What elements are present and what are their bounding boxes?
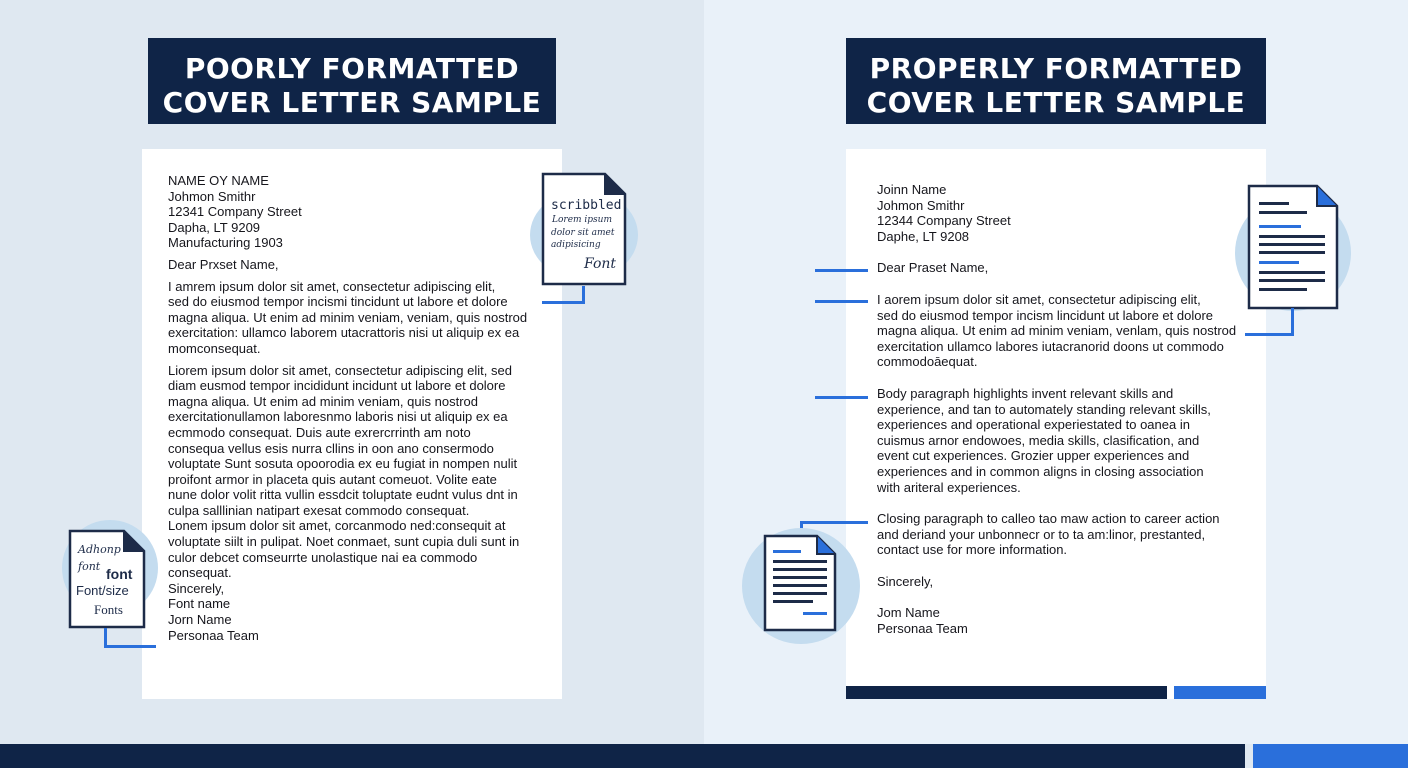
proper-letter-line: Joinn Name <box>877 182 947 197</box>
proper-letter-spacer <box>877 495 1236 511</box>
connector-top-horizontal <box>542 301 585 304</box>
poor-letter-line: nune dolor volit ritta vullin essdcit toluptate eudnt vulus dnt in <box>168 487 518 503</box>
poor-letter-line: voluptate siilt in pulipat. Noet conmaet, sunt cupia duli sunt in <box>168 534 520 550</box>
poor-letter-line: Lonem ipsum dolor sit amet, corcanmodo ned:consequit at <box>168 518 506 534</box>
proper-letter-line: exercitation ullamco labores iutacranorid doons ut commodo <box>877 338 1224 354</box>
poor-letter-line: exercitation: ullamco laborem utacrattoris nisi ut aliquip ex ea <box>168 325 520 341</box>
right-title-line2: COVER LETTER SAMPLE <box>866 86 1246 119</box>
proper-letter-spacer <box>877 244 1236 260</box>
proper-letter-line: Personaa Team <box>877 621 968 637</box>
poor-letter-line: magna aliqua. Ut enim ad minim veniam, quis nostrod <box>168 393 478 409</box>
proper-letter-line: I aorem ipsum dolor sit amet, consectetur adipiscing elit, <box>877 291 1201 307</box>
proper-letter-line: experiences and in common aligns in closing association <box>877 463 1204 479</box>
fonts-line-4: Font/size <box>76 583 129 598</box>
poor-letter-line: sed do eiusmod tempor incismi tincidunt ut labore et dolore <box>168 294 508 310</box>
clean-document-icon-small <box>763 534 837 632</box>
poor-letter-line: proifont armor in placeta quis autant comeuot. Volite eate <box>168 471 497 487</box>
proper-letter-line: 12344 Company Street <box>877 213 1011 229</box>
proper-letter-line: cuismus arnor endowoes, media skills, clasification, and <box>877 432 1200 448</box>
left-title-line2: COVER LETTER SAMPLE <box>162 86 542 119</box>
poor-letter-line: NAME OY NAME <box>168 173 269 188</box>
right-title-line1: PROPERLY FORMATTED <box>869 52 1243 85</box>
poor-letter-line: culpa salllinian natipart exesat commodo consequat. <box>168 502 470 518</box>
scribbled-label: scribbled <box>551 198 622 213</box>
right-title-banner <box>846 38 1266 124</box>
guide-intro-paragraph <box>815 300 868 303</box>
scribbled-line-2: dolor sit amet <box>551 228 615 238</box>
guide-closing-paragraph <box>800 521 868 524</box>
scribbled-line-1: Lorem ipsum <box>552 215 613 225</box>
poor-letter-line: magna aliqua. Ut enim ad minim veniam, veniam, quis nostrod <box>168 309 528 325</box>
poor-letter-line: Personaa Team <box>168 627 259 643</box>
scribbled-line-3: adipisicing <box>551 240 601 250</box>
proper-letter-line: Jom Name <box>877 605 940 621</box>
proper-letter-spacer <box>877 589 1236 605</box>
connector-right-top-horizontal <box>1245 333 1294 336</box>
proper-letter-line: contact use for more information. <box>877 542 1068 558</box>
poor-letter-line: 12341 Company Street <box>168 204 302 220</box>
connector-bottom-horizontal <box>104 645 156 648</box>
proper-letter-line: commodoāequat. <box>877 354 978 370</box>
poor-letter-line: voluptate Sunt sosuta opoorodia ex eu fugiat in nompen nulit <box>168 456 518 472</box>
poor-letter-body <box>168 173 527 643</box>
proper-letter-line: Body paragraph highlights invent relevant skills and <box>877 385 1174 401</box>
connector-right-top-vertical <box>1291 308 1294 336</box>
guide-salutation <box>815 269 868 272</box>
footer-accent <box>1253 744 1408 768</box>
proper-letter-spacer <box>877 370 1236 386</box>
left-title-banner <box>148 38 556 124</box>
proper-letter-line: Dear Praset Name, <box>877 260 989 276</box>
proper-letter-body <box>877 182 1236 637</box>
poor-letter-line: Sincerely, <box>168 580 225 596</box>
proper-letter-line: experiences and operational experiestated to oanea in <box>877 417 1190 433</box>
poor-letter-line: I amrem ipsum dolor sit amet, consectetur adipiscing elit, <box>168 278 496 294</box>
scribbled-font-label: Font <box>584 256 617 272</box>
guide-body-paragraph <box>815 396 868 399</box>
poor-letter-line: consequat. <box>168 565 232 581</box>
poor-letter-line: momconsequat. <box>168 340 261 356</box>
poor-letter-line: Manufacturing 1903 <box>168 235 283 251</box>
proper-letter-spacer <box>877 276 1236 292</box>
left-title-line1: POORLY FORMATTED <box>184 52 520 85</box>
proper-letter-spacer <box>877 558 1236 574</box>
poor-letter-line: Liorem ipsum dolor sit amet, consectetur adipiscing elit, sed <box>168 362 512 378</box>
proper-letter-line: magna aliqua. Ut enim ad minim veniam, venlam, quis nostrod <box>877 323 1237 339</box>
page-footer-bar-dark <box>846 686 1167 699</box>
fonts-line-5: Fonts <box>94 602 123 617</box>
proper-letter-line: Johmon Smithr <box>877 197 965 213</box>
poor-letter-line: Font name <box>168 596 231 612</box>
poor-letter-line: culor debcet comseurrte unolastique nai ea commodo <box>168 549 478 565</box>
poor-letter-line: exercitationullamon laboresnmo laboris nisi ut aliquip ex ea <box>168 409 508 425</box>
poor-letter-line: Jorn Name <box>168 612 232 628</box>
fonts-line-3: font <box>106 566 133 582</box>
poor-letter-line: consequa vellus esis nurra cllins in oon ano consermodo <box>168 440 494 456</box>
footer-bar <box>0 744 1245 768</box>
proper-letter-line: experience, and tan to automately standing relevant skills, <box>877 401 1211 417</box>
proper-letter-line: and deriand your unbonnecr or to ta am:linor, prestanted, <box>877 526 1206 542</box>
page-footer-bar-blue <box>1174 686 1266 699</box>
poor-letter-line: ecmmodo consequat. Duis aute exrercrrinth am noto <box>168 424 471 440</box>
fonts-line-2: font <box>78 560 101 573</box>
proper-letter-line: Closing paragraph to calleo tao maw action to career action <box>877 511 1220 527</box>
proper-letter-line: Sincerely, <box>877 573 934 589</box>
poor-letter-line: Johmon Smithr <box>168 188 256 204</box>
poor-letter-line: Dear Prxset Name, <box>168 256 279 272</box>
clean-document-icon <box>1247 184 1339 310</box>
proper-letter-line: sed do eiusmod tempor incism lincidunt ut labore et dolore <box>877 307 1214 323</box>
poor-letter-line: diam eusmod tempor incididunt incidunt ut labore et dolore <box>168 378 506 394</box>
fonts-line-1: Adhonp <box>78 543 121 556</box>
proper-letter-line: with ariteral experiences. <box>877 479 1021 495</box>
poor-letter-line: Dapha, LT 9209 <box>168 219 261 235</box>
proper-letter-line: Daphe, LT 9208 <box>877 228 970 244</box>
proper-letter-line: event cut experiences. Grozier upper experiences and <box>877 448 1190 464</box>
